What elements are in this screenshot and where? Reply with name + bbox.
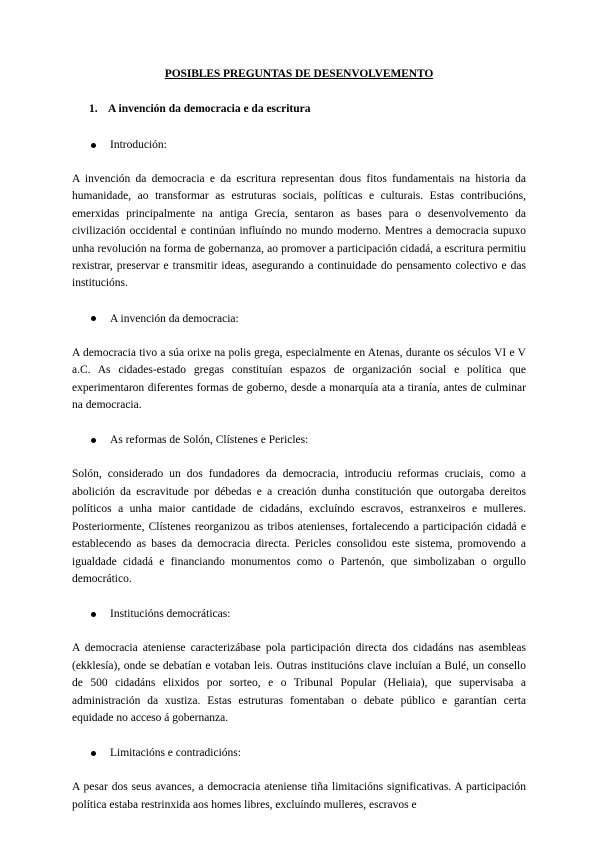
bullet-dot-icon — [91, 143, 96, 148]
bullet-label: Institucións democráticas: — [110, 608, 231, 621]
bullet-institucions — [89, 608, 526, 620]
paragraph-invencion-democracia: A democracia tivo a súa orixe na polis grega, especialmente en Atenas, durante os séculos VI e V a.C. As cidades-estado gregas constituían espazos de organización social e política que experimentaron diferentes formas de goberno, desde a monarquía ata a tiranía, antes de culminar na democracia. — [72, 346, 526, 412]
paragraph-limitacions: A pesar dos seus avances, a democracia ateniense tiña limitacións significativas. A participación política estaba restrinxida aos homes libres, excluíndo mulleres, escravos e — [72, 781, 526, 811]
bullet-label: Introdución: — [110, 139, 167, 151]
paragraph-institucions: A democracia ateniense caracterizábase pola participación directa dos cidadáns nas asembleas (ekklesía), onde se debatían e votaban leis. Outras institucións clave incluían a Bulé, un consello de 500 cidadáns elixidos por sorteo, e o Tribunal Popular (Heliaia), que supervisaba a administración da xustiza. Estas estruturas fomentaban o debate público e garantían certa equidade no acceso á gobernanza. — [72, 642, 526, 724]
bullet-label: A invención da democracia: — [110, 312, 239, 325]
bullet-limitacions — [89, 747, 526, 759]
bullet-label: Limitacións e contradicións: — [110, 747, 241, 760]
paragraph-reformas: Solón, considerado un dos fundadores da democracia, introduciu reformas cruciais, como a abolición da escravitude por débedas e a creación dunha constitución que outorgaba dereitos políticos a unha maior cantidade de cidadáns, excluíndo escravos, estranxeiros e mulleres. Posteriormente, Clístenes reorganizou as tribos atenienses, fortalecendo a participación cidadá e establecendo as bases da democracia directa. Pericles consolidou este sistema, promovendo a igualdade cidadá e financiando monumentos como o Partenón, que simbolizaban o orgullo democrático. — [72, 468, 526, 585]
bullet-reformas — [89, 434, 526, 446]
bullet-dot-icon — [91, 316, 96, 321]
bullet-dot-icon — [91, 612, 96, 617]
bullet-label: As reformas de Solón, Clístenes e Pericles: — [110, 434, 309, 447]
bullet-introducion — [89, 139, 526, 151]
document-page — [72, 68, 526, 834]
bullet-dot-icon — [91, 438, 96, 443]
bullet-invencion-democracia — [89, 313, 526, 325]
paragraph-introducion: A invención da democracia e da escritura representan dous fitos fundamentais na historia da humanidade, ao transformar as estruturas sociais, políticas e culturais. Estas contribucións, emerxidas principalmente na antiga Grecia, sentaron as bases para o desenvolvemento da civilización occidental e continúan influíndo no mundo moderno. Mentres a democracia supuxo unha revolución na forma de gobernanza, ao promover a participación cidadá, a escritura permitiu rexistrar, preservar e transmitir ideas, asegurando a continuidade do pensamento colectivo e das institucións. — [72, 173, 526, 290]
bullet-dot-icon — [91, 751, 96, 756]
section-number: 1. — [89, 103, 98, 115]
document-title: POSIBLES PREGUNTAS DE DESENVOLVEMENTO — [164, 68, 434, 80]
section-heading-text: A invención da democracia e da escritura — [108, 103, 311, 115]
section-heading — [89, 103, 526, 115]
